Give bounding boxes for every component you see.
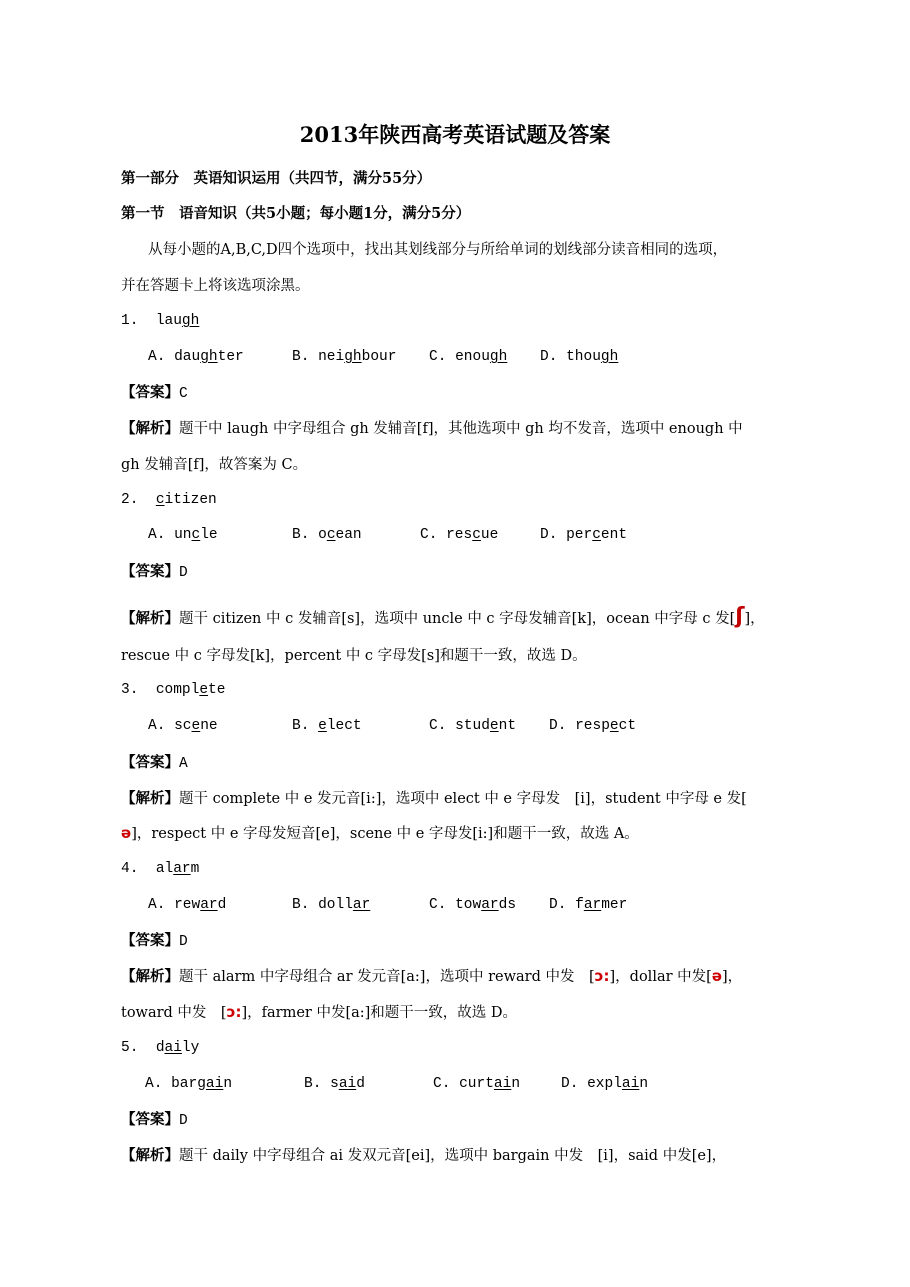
question-2-option-b[interactable]: B. ocean — [292, 527, 362, 543]
question-1-option-c[interactable]: C. enough — [429, 349, 508, 365]
question-5-option-a[interactable]: A. bargain — [145, 1076, 233, 1092]
question-4-answer: 【答案】D — [121, 932, 188, 950]
question-2-analysis-line-1: 【解析】题干 citizen 中 c 发辅音[s]，选项中 uncle 中 c 字母发辅音[k]，ocean 中字母 c 发[ʃ]， — [121, 604, 765, 629]
question-2-option-d[interactable]: D. percent — [540, 527, 628, 543]
question-3-option-d[interactable]: D. respect — [549, 718, 637, 734]
question-3-option-a[interactable]: A. scene — [148, 718, 218, 734]
question-5-option-c[interactable]: C. curtain — [433, 1076, 521, 1092]
esh-phonetic-icon: ʃ — [735, 604, 745, 629]
question-2-answer: 【答案】D — [121, 563, 188, 581]
question-1-option-d[interactable]: D. though — [540, 349, 619, 365]
question-4-option-d[interactable]: D. farmer — [549, 897, 628, 913]
question-5-analysis-line-1: 【解析】题干 daily 中字母组合 ai 发双元音[ei]，选项中 bargain 中发 [i]，said 中发[e]， — [121, 1147, 727, 1164]
question-2-stem: 2. citizen — [121, 492, 217, 508]
open-o-phonetic-icon: ɔ: — [226, 1003, 242, 1021]
question-4-option-c[interactable]: C. towards — [429, 897, 517, 913]
question-3-option-c[interactable]: C. student — [429, 718, 517, 734]
question-4-option-a[interactable]: A. reward — [148, 897, 227, 913]
instruction-line-2: 并在答题卡上将该选项涂黑。 — [121, 278, 310, 294]
open-o-phonetic-icon: ɔ: — [594, 967, 610, 985]
question-4-option-b[interactable]: B. dollar — [292, 897, 371, 913]
question-4-stem: 4. alarm — [121, 861, 200, 877]
question-1-analysis-line-2: gh 发辅音[f]，故答案为 C。 — [121, 457, 308, 473]
schwa-phonetic-icon: ə — [121, 824, 132, 842]
question-5-option-d[interactable]: D. explain — [561, 1076, 649, 1092]
question-5-answer: 【答案】D — [121, 1111, 188, 1129]
question-3-option-b[interactable]: B. elect — [292, 718, 362, 734]
question-1-stem: 1. laugh — [121, 313, 200, 329]
question-3-analysis-line-1: 【解析】题干 complete 中 e 发元音[i:]，选项中 elect 中 e 字母发 [i]，student 中字母 e 发[ — [121, 790, 747, 807]
question-5-option-b[interactable]: B. said — [304, 1076, 365, 1092]
question-1-option-b[interactable]: B. neighbour — [292, 349, 397, 365]
section-heading: 第一节 语音知识（共5小题；每小题1分，满分5分） — [121, 205, 471, 222]
question-3-analysis-line-2: ə]，respect 中 e 字母发短音[e]，scene 中 e 字母发[i:]和题干一致，故选 A。 — [121, 824, 639, 842]
schwa-phonetic-icon: ə — [711, 967, 722, 985]
question-2-option-c[interactable]: C. rescue — [420, 527, 499, 543]
question-5-stem: 5. daily — [121, 1040, 200, 1056]
question-2-option-a[interactable]: A. uncle — [148, 527, 218, 543]
question-4-analysis-line-1: 【解析】题干 alarm 中字母组合 ar 发元音[a:]，选项中 reward 中发 [ɔ:]，dollar 中发[ə]， — [121, 967, 743, 985]
question-2-analysis-line-2: rescue 中 c 字母发[k]，percent 中 c 字母发[s]和题干一致，故选 D。 — [121, 648, 587, 664]
instruction-line-1: 从每小题的A,B,C,D四个选项中，找出其划线部分与所给单词的划线部分读音相同的选项， — [148, 242, 728, 258]
part-heading: 第一部分 英语知识运用（共四节，满分55分） — [121, 170, 432, 187]
page-title: 2013年陕西高考英语试题及答案 — [299, 122, 611, 147]
question-1-answer: 【答案】C — [121, 384, 188, 402]
question-1-analysis-line-1: 【解析】题干中 laugh 中字母组合 gh 发辅音[f]，其他选项中 gh 均不发音，选项中 enough 中 — [121, 420, 743, 437]
question-3-stem: 3. complete — [121, 682, 226, 698]
question-4-analysis-line-2: toward 中发 [ɔ:]，farmer 中发[a:]和题干一致，故选 D。 — [121, 1003, 518, 1021]
question-3-answer: 【答案】A — [121, 754, 188, 772]
question-1-option-a[interactable]: A. daughter — [148, 349, 244, 365]
